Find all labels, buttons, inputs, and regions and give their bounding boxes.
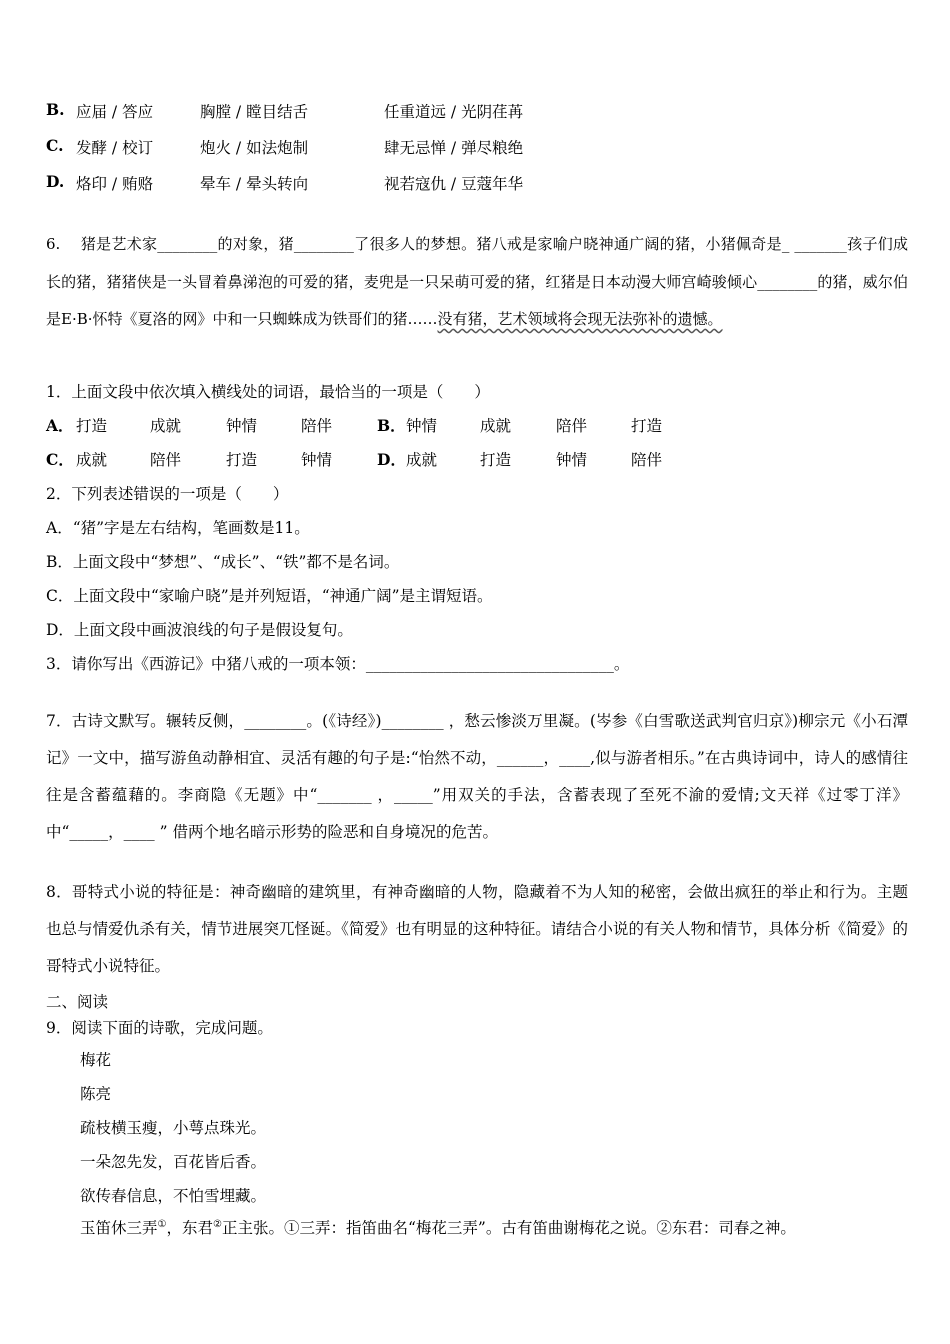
q8-question: 8．哥特式小说的特征是：神奇幽暗的建筑里，有神奇幽暗的人物，隐藏着不为人知的秘密，会做出疯狂的举止和行为。主题也总与情爱仇杀有关，情节进展突兀怪诞。《简爱》也有明显的这种特征。请结合小说的有关人物和情节，具体分析《简爱》的哥特式小说特征。 [46, 883, 908, 975]
section-heading: 二、阅读 [46, 993, 109, 1011]
option-word: 钟情 [226, 417, 258, 435]
option-label: D． [377, 450, 406, 469]
poem-line-4 [80, 1216, 796, 1238]
sub2-option-b: B．上面文段中“梦想”、“成长”、“铁”都不是名词。 [46, 553, 400, 571]
option-word: 陪伴 [150, 451, 182, 469]
option-word: 钟情 [556, 451, 588, 469]
option-label: C． [46, 450, 74, 469]
q5-option-d [46, 172, 524, 193]
option-word: 打造 [226, 451, 258, 469]
option-word: 钟情 [301, 451, 333, 469]
q9-question: 9．阅读下面的诗歌，完成问题。 [46, 1019, 273, 1037]
sub1-row-cd [46, 448, 663, 470]
poem-line-2: 一朵忽先发，百花皆后香。 [80, 1153, 267, 1171]
option-col2: 胸膛 / 瞠目结舌 [200, 103, 309, 121]
sub1-question: 1．上面文段中依次填入横线处的词语，最恰当的一项是（ ） [46, 383, 490, 401]
option-col1: 应届 / 答应 [76, 103, 154, 121]
option-word: 成就 [76, 451, 108, 469]
option-word: 成就 [406, 451, 438, 469]
option-col1: 发酵 / 校订 [76, 139, 154, 157]
option-word: 陪伴 [301, 417, 333, 435]
poem-text: ，东君 [166, 1219, 213, 1237]
option-word: 钟情 [406, 417, 438, 435]
q5-option-b [46, 100, 524, 121]
option-word: 成就 [480, 417, 512, 435]
option-col3: 任重道远 / 光阴荏苒 [384, 103, 524, 121]
sub2-option-c: C．上面文段中“家喻户晓”是并列短语，“神通广阔”是主谓短语。 [46, 587, 493, 605]
poem-author: 陈亮 [80, 1085, 112, 1103]
sub3-question: 3．请你写出《西游记》中猪八戒的一项本领：________________________________。 [46, 655, 630, 673]
option-word: 陪伴 [556, 417, 588, 435]
poem-line-1: 疏枝横玉瘦，小萼点珠光。 [80, 1119, 267, 1137]
option-col3: 肆无忌惮 / 弹尽粮绝 [384, 139, 524, 157]
sub2-question: 2．下列表述错误的一项是（ ） [46, 485, 289, 503]
poem-title: 梅花 [80, 1051, 112, 1069]
q6-passage [46, 226, 908, 339]
option-word: 打造 [480, 451, 512, 469]
option-col3: 视若寇仇 / 豆蔻年华 [384, 175, 524, 193]
footnote-marker: ② [213, 1218, 222, 1230]
q5-option-c [46, 136, 524, 157]
option-label: C. [46, 136, 64, 155]
option-col2: 晕车 / 晕头转向 [200, 175, 309, 193]
option-word: 陪伴 [631, 451, 663, 469]
footnote-marker: ① [157, 1218, 167, 1230]
option-label: D. [46, 172, 65, 191]
sub2-option-a: A．“猪”字是左右结构，笔画数是11。 [46, 519, 310, 537]
q6-text: 6. 猪是艺术家________的对象，猪________了很多人的梦想。猪八戒是家喻户晓神通广阔的猪，小猪佩奇是_ _______孩子们成长的猪，猪猪侠是一头冒着鼻涕泡的可爱的猪，麦兜是一只呆萌可爱的猪，红猪是日本动漫大师宫崎骏倾心________的猪，威尔伯是E·B·怀特《夏洛的网》中和一只蜘蛛成为铁哥们的猪…… [46, 235, 908, 328]
option-col2: 炮火 / 如法炮制 [200, 139, 309, 157]
poem-text: 玉笛休三弄 [80, 1219, 158, 1237]
poem-line-3: 欲传春信息，不怕雪埋藏。 [80, 1187, 267, 1205]
poem-notes: 正主张。①三弄：指笛曲名“梅花三弄”。古有笛曲谢梅花之说。②东君：司春之神。 [221, 1219, 796, 1237]
option-col1: 烙印 / 贿赂 [76, 175, 154, 193]
option-word: 打造 [631, 417, 663, 435]
option-label: A． [46, 416, 74, 435]
q7-question: 7．古诗文默写。辗转反侧，________。(《诗经》)________ ，愁云惨淡万里凝。(岑参《白雪歌送武判官归京》)柳宗元《小石潭记》一文中，描写游鱼动静相宜、灵活有趣的句子是:“怡然不动，______，____,似与游者相乐。”在古典诗词中，诗人的感情往往是含蓄蕴藉的。李商隐《无题》中“_______ ，_____”用双关的手法，含蓄表现了至死不渝的爱情;文天祥《过零丁洋》中“_____，____ ” 借两个地名暗示形势的险恶和自身境况的危苦。 [46, 712, 908, 841]
option-word: 打造 [76, 417, 108, 435]
option-word: 成就 [150, 417, 182, 435]
q6-wavy-sentence: 没有猪，艺术领域将会现无法弥补的遗憾。 [437, 310, 723, 328]
option-label: B. [46, 100, 65, 119]
sub2-option-d: D．上面文段中画波浪线的句子是假设复句。 [46, 621, 353, 639]
option-label: B． [377, 416, 406, 435]
sub1-row-ab [46, 414, 663, 436]
